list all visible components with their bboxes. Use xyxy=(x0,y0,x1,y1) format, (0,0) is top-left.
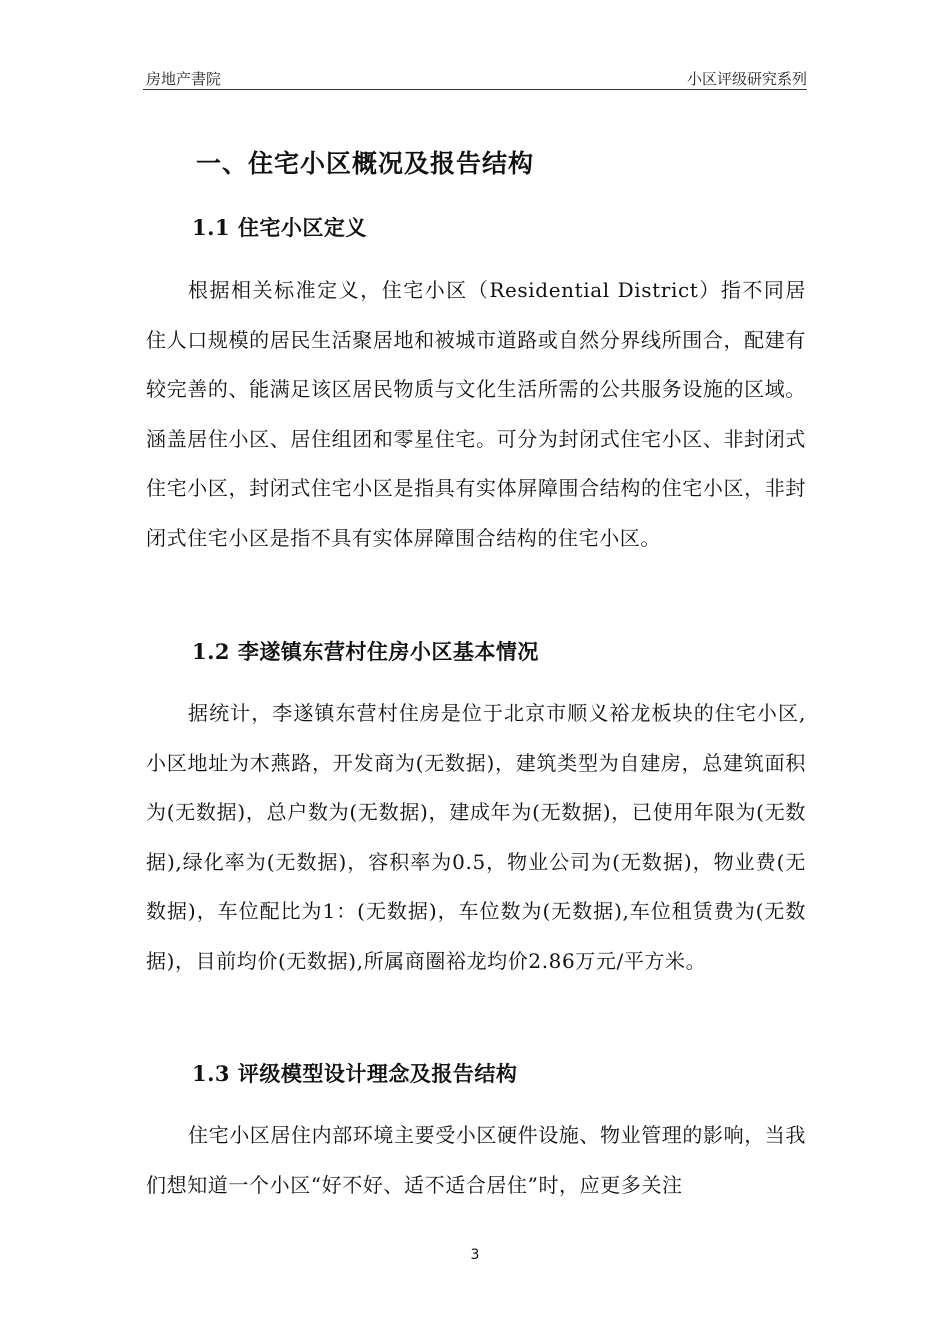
section-1-3-paragraph: 住宅小区居住内部环境主要受小区硬件设施、物业管理的影响，当我们想知道一个小区“好不好、适不适合居住”时，应更多关注 xyxy=(146,1123,806,1197)
section-1-1-paragraph: 根据相关标准定义，住宅小区（Residential District）指不同居住人口规模的居民生活聚居地和被城市道路或自然分界线所围合，配建有较完善的、能满足该区居民物质与文化生活所需的公共服务设施的区域。涵盖居住小区、居住组团和零星住宅。可分为封闭式住宅小区、非封闭式住宅小区，封闭式住宅小区是指具有实体屏障围合结构的住宅小区，非封闭式住宅小区是指不具有实体屏障围合结构的住宅小区。 xyxy=(146,278,806,550)
section-1-2-paragraph: 据统计，李遂镇东营村住房是位于北京市顺义裕龙板块的住宅小区,小区地址为木燕路，开发商为(无数据)，建筑类型为自建房，总建筑面积为(无数据)，总户数为(无数据)，建成年为(无数据)，已使用年限为(无数据),绿化率为(无数据)，容积率为0.5，物业公司为(无数据)，物业费(无数据)，车位配比为1：(无数据)，车位数为(无数据),车位租赁费为(无数据)，目前均价(无数据),所属商圈裕龙均价2.86万元/平方米。 xyxy=(146,701,806,973)
header-right-text: 小区评级研究系列 xyxy=(686,70,807,88)
header-divider xyxy=(143,89,807,90)
header-left-text: 房地产書院 xyxy=(146,70,222,88)
section-1-3-title: 1.3 评级模型设计理念及报告结构 xyxy=(192,1061,518,1086)
chapter-title: 一、住宅小区概况及报告结构 xyxy=(196,149,535,178)
page-number: 3 xyxy=(470,1247,480,1263)
section-1-2-title: 1.2 李遂镇东营村住房小区基本情况 xyxy=(192,639,539,664)
section-1-1-title: 1.1 住宅小区定义 xyxy=(192,215,367,240)
